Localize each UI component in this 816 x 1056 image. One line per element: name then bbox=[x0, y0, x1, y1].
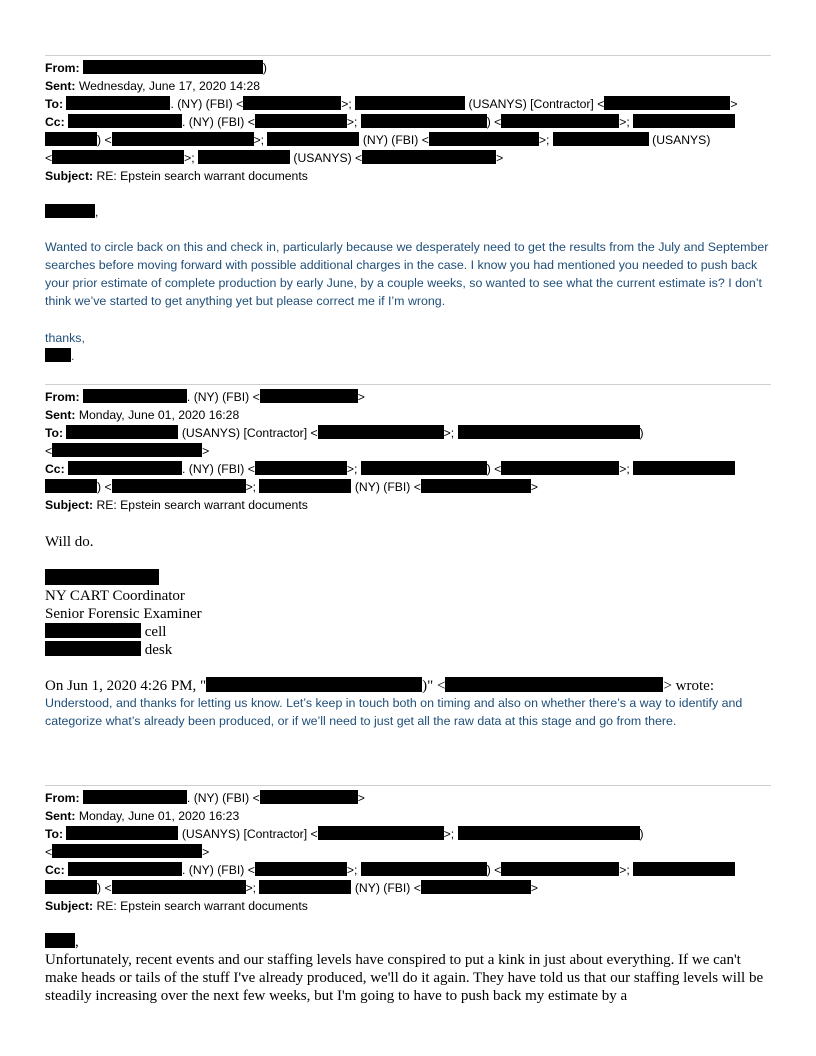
email3-body: Unfortunately, recent events and our staffing levels have conspired to put a kink in just about everything. If we can't make heads or tails of the stuff I've already produced, we'll do it again. They have told us that our staffing levels will be steadily increasing over the next few weeks, but I'm going to have to push back my estimate by a bbox=[45, 952, 764, 1004]
subject-text: RE: Epstein search warrant documents bbox=[96, 169, 308, 183]
signature-desk: desk bbox=[45, 641, 172, 659]
to-label: To: bbox=[45, 827, 64, 841]
redaction bbox=[112, 880, 246, 894]
cc-label: Cc: bbox=[45, 115, 65, 129]
sent-label: Sent: bbox=[45, 809, 76, 823]
redaction bbox=[501, 862, 619, 876]
redaction bbox=[553, 132, 649, 146]
quoted-body: Understood, and thanks for letting us know. Let’s keep in touch both on timing and also on whether there’s a way to identify and categorize what’s already been produced, or if we’ll need to just get all the raw data at this stage and go from there. bbox=[45, 696, 743, 728]
redaction bbox=[83, 790, 187, 804]
email3-cc-line: Cc: . (NY) (FBI) < >; ) < >; bbox=[45, 861, 735, 879]
redaction bbox=[45, 933, 75, 948]
redaction bbox=[318, 826, 444, 840]
redaction bbox=[45, 348, 71, 362]
subject-text: RE: Epstein search warrant documents bbox=[96, 899, 308, 913]
redaction bbox=[45, 880, 97, 894]
email1-cc-line: Cc: . (NY) (FBI) < >; ) < >; bbox=[45, 113, 735, 131]
redaction bbox=[604, 96, 730, 110]
redaction bbox=[267, 132, 359, 146]
redaction bbox=[458, 425, 640, 439]
redaction bbox=[243, 96, 341, 110]
email3-from-line: From: . (NY) (FBI) < > bbox=[45, 791, 365, 805]
email2-from-line: From: . (NY) (FBI) < > bbox=[45, 390, 365, 404]
redaction bbox=[112, 132, 254, 146]
redaction bbox=[45, 132, 97, 146]
email2-subject-line bbox=[45, 496, 308, 514]
from-label: From: bbox=[45, 61, 80, 75]
redaction bbox=[112, 479, 246, 493]
cc-label: Cc: bbox=[45, 863, 65, 877]
sent-label: Sent: bbox=[45, 408, 76, 422]
redaction bbox=[255, 114, 347, 128]
redaction bbox=[260, 389, 358, 403]
redaction bbox=[633, 862, 735, 876]
to-label: To: bbox=[45, 426, 64, 440]
redaction bbox=[45, 569, 159, 585]
email3-to-line-2: < > bbox=[45, 845, 210, 859]
email3-subject-line bbox=[45, 897, 308, 915]
email2-cc-line-2: ) < >; (NY) (FBI) < > bbox=[45, 478, 538, 496]
redaction bbox=[255, 862, 347, 876]
redaction bbox=[45, 204, 95, 218]
email1-to-line: To: . (NY) (FBI) < >; (USANYS) [Contractor] < > bbox=[45, 97, 738, 111]
redaction bbox=[501, 461, 619, 475]
redaction bbox=[361, 114, 487, 128]
email2-to-line-2: < > bbox=[45, 444, 210, 458]
redaction bbox=[633, 114, 735, 128]
email3-cc-line-2: ) < >; (NY) (FBI) < > bbox=[45, 879, 538, 897]
sent-label: Sent: bbox=[45, 79, 76, 93]
to-label: To: bbox=[45, 97, 64, 111]
redaction bbox=[66, 96, 170, 110]
email1-body: Wanted to circle back on this and check in, particularly because we desperately need to get the results from the July and September searches before moving forward with possible additional charges in the case. I know you had mentioned you needed to push back your prior estimate of complete production by early June, by a couple weeks, so wanted to see what the current estimate is? I don’t think we’ve started to get anything yet but please correct me if I’m wrong. bbox=[45, 240, 769, 308]
email2-cc-line: Cc: . (NY) (FBI) < >; ) < >; bbox=[45, 460, 735, 478]
redaction bbox=[45, 641, 141, 656]
email2-body: Will do. bbox=[45, 534, 94, 550]
redaction bbox=[445, 677, 663, 692]
divider bbox=[45, 785, 771, 786]
redaction bbox=[421, 479, 531, 493]
email3-to-line: To: (USANYS) [Contractor] < >; ) bbox=[45, 827, 644, 841]
divider bbox=[45, 384, 771, 385]
redaction bbox=[260, 790, 358, 804]
redaction bbox=[633, 461, 735, 475]
subject-label: Subject: bbox=[45, 169, 94, 183]
redaction bbox=[66, 826, 178, 840]
redaction bbox=[68, 862, 182, 876]
redaction bbox=[318, 425, 444, 439]
email1-cc-line-2: ) < >; (NY) (FBI) < >; (USANYS) bbox=[45, 131, 710, 149]
divider bbox=[45, 55, 771, 56]
redaction bbox=[501, 114, 619, 128]
redaction bbox=[45, 623, 141, 638]
redaction bbox=[429, 132, 539, 146]
sent-date: Monday, June 01, 2020 16:23 bbox=[78, 809, 240, 823]
redaction bbox=[362, 150, 496, 164]
redaction bbox=[52, 150, 184, 164]
subject-label: Subject: bbox=[45, 899, 94, 913]
from-label: From: bbox=[45, 791, 80, 805]
cc-label: Cc: bbox=[45, 462, 65, 476]
sent-date: Wednesday, June 17, 2020 14:28 bbox=[78, 79, 261, 93]
redaction bbox=[206, 677, 422, 692]
redaction bbox=[198, 150, 290, 164]
email3-greeting: , bbox=[45, 933, 79, 951]
redaction bbox=[255, 461, 347, 475]
signature-title-2: Senior Forensic Examiner bbox=[45, 606, 202, 622]
redaction bbox=[66, 425, 178, 439]
redaction bbox=[52, 844, 202, 858]
redaction bbox=[259, 880, 351, 894]
email2-sent-line bbox=[45, 406, 239, 424]
email1-sent-line bbox=[45, 77, 260, 95]
subject-text: RE: Epstein search warrant documents bbox=[96, 498, 308, 512]
redaction bbox=[45, 479, 97, 493]
redaction bbox=[83, 60, 263, 74]
email3-sent-line bbox=[45, 807, 239, 825]
redaction bbox=[68, 461, 182, 475]
redaction bbox=[355, 96, 465, 110]
redaction bbox=[361, 461, 487, 475]
email2-to-line: To: (USANYS) [Contractor] < >; ) bbox=[45, 426, 644, 440]
signature-title-1: NY CART Coordinator bbox=[45, 588, 185, 604]
email1-from-line: From: ) bbox=[45, 61, 267, 75]
redaction bbox=[421, 880, 531, 894]
sent-date: Monday, June 01, 2020 16:28 bbox=[78, 408, 240, 422]
email1-subject-line bbox=[45, 167, 308, 185]
email1-signature: . bbox=[45, 347, 74, 365]
email1-signoff: thanks, bbox=[45, 331, 85, 345]
redaction bbox=[361, 862, 487, 876]
email1-cc-line-3: < >; (USANYS) < > bbox=[45, 151, 504, 165]
quote-intro: On Jun 1, 2020 4:26 PM, " )" < > wrote: bbox=[45, 678, 714, 694]
redaction bbox=[52, 443, 202, 457]
redaction bbox=[458, 826, 640, 840]
redaction bbox=[68, 114, 182, 128]
from-label: From: bbox=[45, 390, 80, 404]
subject-label: Subject: bbox=[45, 498, 94, 512]
email1-greeting: , bbox=[45, 203, 98, 221]
signature-cell: cell bbox=[45, 623, 166, 641]
redaction bbox=[83, 389, 187, 403]
redaction bbox=[259, 479, 351, 493]
